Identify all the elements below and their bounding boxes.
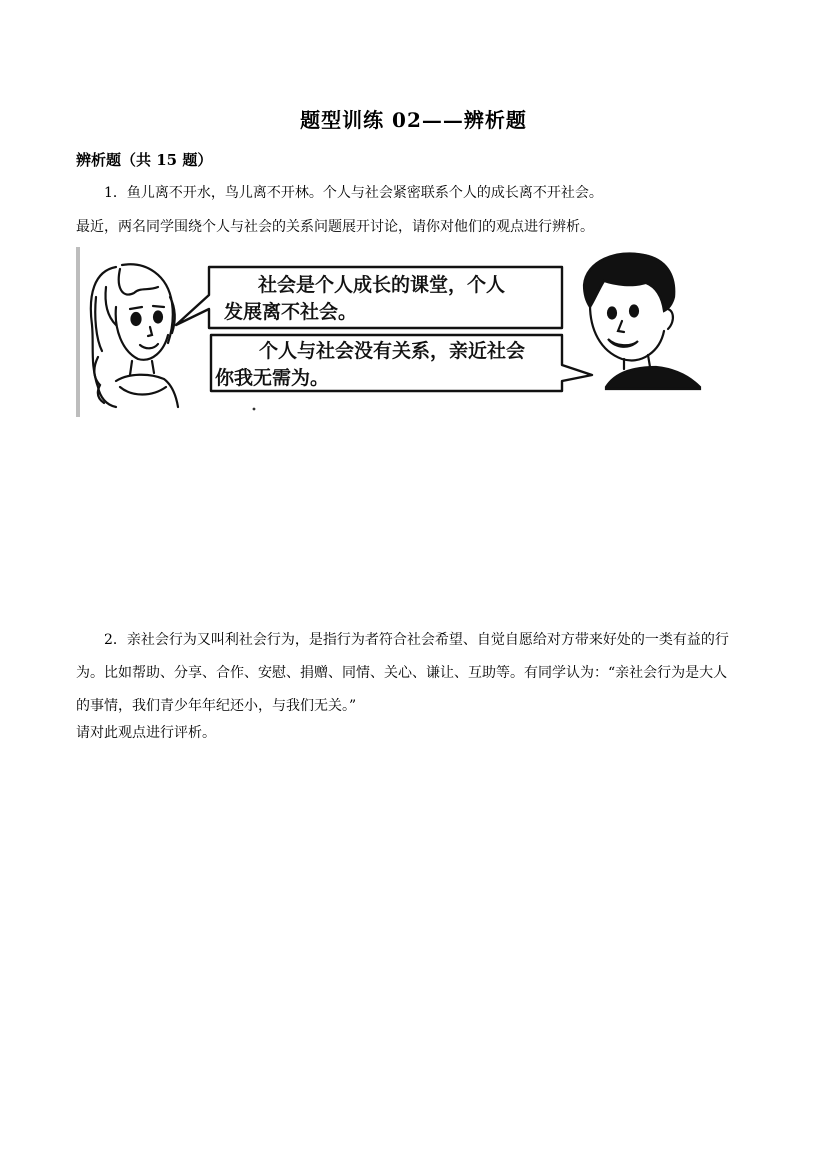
question-2-prompt: 请对此观点进行评析。 [76,725,216,741]
bubble-top-line2: 发展离不社会。 [224,301,358,323]
question-2-text [76,624,754,723]
page-title: 题型训练 02——辨析题 [300,108,527,132]
question-1-instruction: 最近，两名同学围绕个人与社会的关系问题展开讨论，请你对他们的观点进行辨析。 [76,219,594,235]
question-2-line3: 的事情，我们青少年年纪还小，与我们无关。” [76,698,357,714]
bubble-top-line1: 社会是个人成长的课堂，个人 [258,274,506,296]
question-2-line1: 2．亲社会行为又叫利社会行为，是指行为者符合社会希望、自觉自愿给对方带来好处的一类有益的行 [104,632,729,648]
bubble-bottom-line2: 你我无需为。 [215,367,330,389]
bubble-bottom-line1: 个人与社会没有关系，亲近社会 [259,340,526,362]
section-heading: 辨析题（共 15 题） [76,151,213,169]
discussion-illustration [76,247,704,417]
question-2-line2: 为。比如帮助、分享、合作、安慰、捐赠、同情、关心、谦让、互助等。有同学认为：“亲社会行为是大人 [76,665,728,681]
question-1-text: 1．鱼儿离不开水，鸟儿离不开林。个人与社会紧密联系个人的成长离不开社会。 [104,185,603,201]
